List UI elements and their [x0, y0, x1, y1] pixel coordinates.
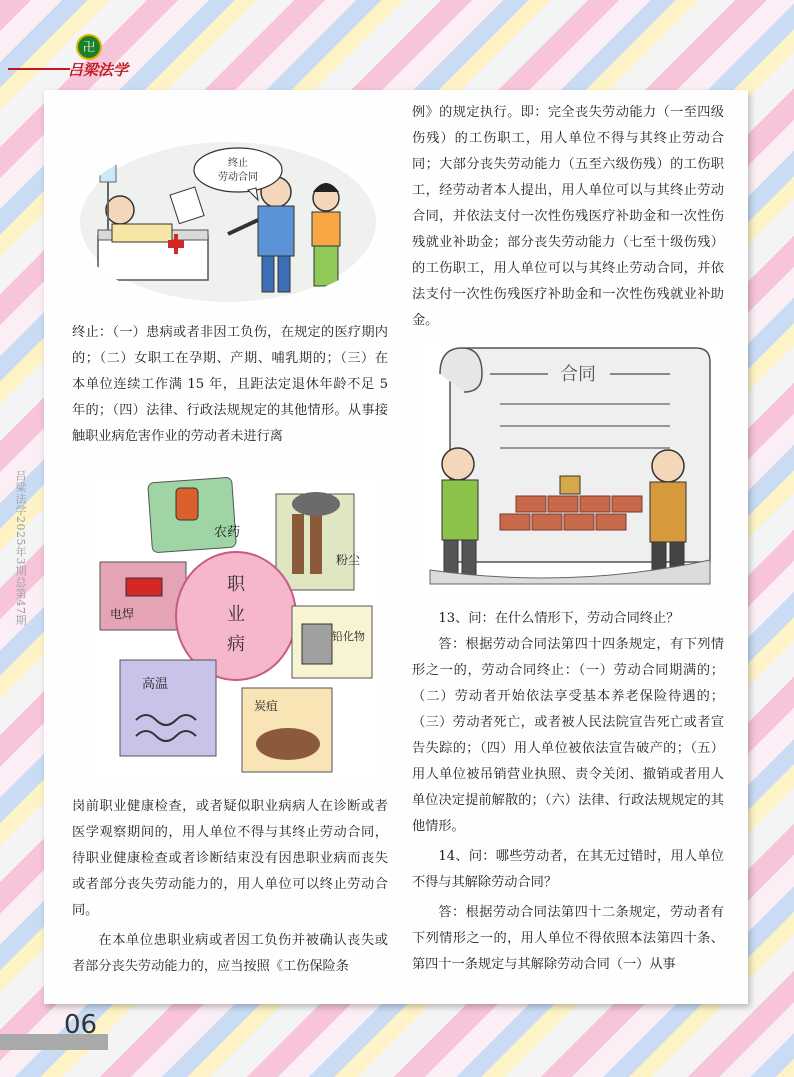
disease-center-char-1: 职 [227, 574, 245, 595]
paragraph: 在本单位患职业病或者因工负伤并被确认丧失或者部分丧失劳动能力的，应当按照《工伤保险条 [72, 933, 388, 974]
page-number: 06 [64, 1010, 98, 1040]
paragraph: 例》的规定执行。即：完全丧失劳动能力（一至四级伤残）的工伤职工，用人单位不得与其终止劳动合同；大部分丧失劳动能力（五至六级伤残）的工伤职工，经劳动者本人提出，用人单位可以与其终止劳动合同，并依法支付一次性伤残医疗补助金和一次性伤残就业补助金；部分丧失劳动能力（七至十级伤残）的工伤职工，用人单位可以与其终止劳动合同，并依法支付一次性伤残医疗补助金和一次性伤残就业补助金。 [412, 105, 724, 328]
illustration-occupational-disease [96, 474, 376, 780]
disease-center-char-2: 业 [227, 604, 245, 625]
illustration-contract-scroll [420, 344, 720, 590]
disease-item-lead: 铅化物 [332, 630, 365, 643]
paragraph: 岗前职业健康检查，或者疑似职业病病人在诊断或者医学观察期间的，用人单位不得与其终止劳动合同，待职业健康检查或者诊断结束没有因患职业病而丧失或者部分丧失劳动能力的，用人单位可以终止劳动合同。 [72, 799, 388, 918]
disease-item-dust: 粉尘 [336, 553, 361, 567]
illustration-hospital-termination [78, 140, 378, 304]
logo-emblem-icon: 卍 [76, 34, 102, 60]
logo-red-line [8, 68, 70, 70]
left-column-block-2 [72, 794, 388, 980]
logo-text: 吕梁法学 [68, 61, 129, 79]
speech-bubble-line-2: 劳动合同 [218, 172, 258, 183]
disease-item-welding: 电焊 [110, 607, 135, 621]
question-13: 13、问：在什么情形下，劳动合同终止？ [438, 611, 680, 626]
paragraph: 终止：（一）患病或者非因工负伤，在规定的医疗期内的；（二）女职工在孕期、产期、哺乳期的；（三）在本单位连续工作满 15 年，且距法定退休年龄不足 5 年的；（四）法律、行政法规规定的其他情形。从事接触职业病危害作业的劳动者未进行离 [72, 325, 388, 444]
speech-bubble-line-1: 终止 [228, 158, 248, 169]
scroll-title: 合同 [560, 364, 596, 385]
issue-info: 吕梁法学2025年3期总第47期 [14, 470, 27, 626]
disease-item-anthrax: 炭疽 [254, 699, 279, 713]
question-14: 14、问：哪些劳动者，在其无过错时，用人单位不得与其解除劳动合同？ [412, 849, 724, 890]
answer-13: 答：根据劳动合同法第四十四条规定，有下列情形之一的，劳动合同终止：（一）劳动合同期满的；（二）劳动者开始依法享受基本养老保险待遇的；（三）劳动者死亡，或者被人民法院宣告死亡或者宣告失踪的；（四）用人单位被依法宣告破产的；（五）用人单位被吊销营业执照、责令关闭、撤销或者用人单位决定提前解散的；（六）法律、行政法规规定的其他情形。 [412, 637, 724, 834]
answer-14: 答：根据劳动合同法第四十二条规定，劳动者有下列情形之一的，用人单位不得依照本法第四十条、第四十一条规定与其解除劳动合同（一）从事 [412, 905, 724, 972]
disease-item-pesticide: 农药 [214, 525, 241, 540]
right-column-block-1 [412, 100, 724, 334]
disease-item-heat: 高温 [142, 677, 169, 692]
magazine-logo [8, 14, 138, 79]
left-column-block-1 [72, 320, 388, 450]
right-column-block-2 [412, 606, 724, 978]
disease-center-char-3: 病 [227, 634, 245, 655]
